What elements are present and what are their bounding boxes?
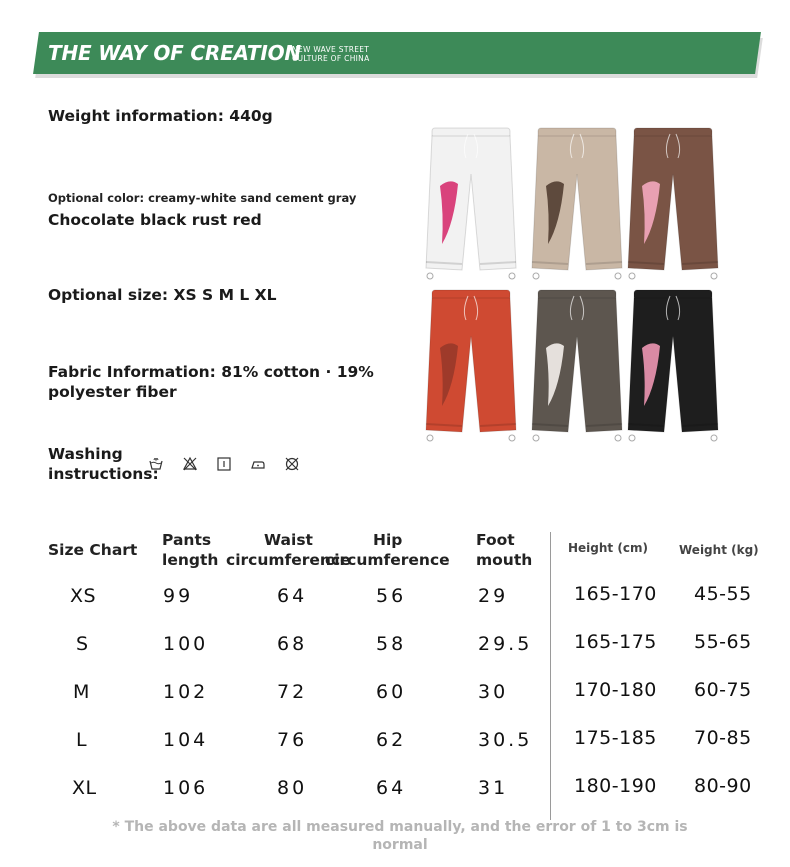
weight-cell: 45-55 — [694, 583, 752, 605]
pants-length-cell: 99 — [163, 585, 194, 607]
waist-cell: 64 — [277, 585, 308, 607]
banner-title: THE WAY OF CREATION — [48, 41, 301, 65]
height-header: Height (cm) — [568, 541, 648, 555]
fabric-info-line1: Fabric Information: 81% cotton · 19% — [48, 363, 374, 381]
table-divider — [550, 532, 551, 820]
weight-header: Weight (kg) — [679, 543, 759, 557]
weight-cell: 60-75 — [694, 679, 752, 701]
waist-cell: 76 — [277, 729, 308, 751]
height-cell: 180-190 — [574, 775, 657, 797]
product-image-pants — [524, 288, 630, 448]
waist-cell: 80 — [277, 777, 308, 799]
size-cell: XS — [70, 585, 97, 607]
foot-mouth-header-line2: mouth — [476, 551, 533, 569]
size-cell: S — [76, 633, 89, 655]
product-image-pants — [418, 126, 524, 286]
pants-length-cell: 102 — [163, 681, 209, 703]
foot-mouth-cell: 29 — [478, 585, 509, 607]
size-info: Optional size: XS S M L XL — [48, 286, 277, 304]
product-image-pants — [418, 288, 524, 448]
pants-length-cell: 106 — [163, 777, 209, 799]
hip-cell: 64 — [376, 777, 407, 799]
hip-header-line1: Hip — [373, 531, 403, 549]
fabric-info-line2: polyester fiber — [48, 383, 177, 401]
height-cell: 175-185 — [574, 727, 657, 749]
washing-icons — [148, 456, 300, 472]
iron-low-icon — [250, 456, 266, 472]
waist-cell: 72 — [277, 681, 308, 703]
waist-cell: 68 — [277, 633, 308, 655]
foot-mouth-cell: 31 — [478, 777, 509, 799]
no-dry-clean-icon — [284, 456, 300, 472]
hip-header-line2: circumference — [325, 551, 450, 569]
size-chart-header: Size Chart — [48, 541, 138, 559]
pants-length-cell: 100 — [163, 633, 209, 655]
product-image-pants — [620, 288, 726, 448]
color-info-line2: Chocolate black rust red — [48, 211, 262, 229]
weight-info: Weight information: 440g — [48, 107, 273, 125]
hip-cell: 56 — [376, 585, 407, 607]
footnote: * The above data are all measured manually, and the error of 1 to 3cm is normal — [112, 819, 688, 853]
hand-wash-icon — [148, 456, 164, 472]
hip-cell: 60 — [376, 681, 407, 703]
washing-label-line1: Washing — [48, 445, 123, 463]
pants-length-header-line1: Pants — [162, 531, 212, 549]
tumble-dry-icon — [216, 456, 232, 472]
color-info-line1: Optional color: creamy-white sand cement gray — [48, 191, 357, 205]
banner-subtitle-line1: NEW WAVE STREET — [292, 45, 370, 54]
height-cell: 165-175 — [574, 631, 657, 653]
height-cell: 170-180 — [574, 679, 657, 701]
foot-mouth-cell: 30.5 — [478, 729, 533, 751]
foot-mouth-cell: 30 — [478, 681, 509, 703]
banner-subtitle — [292, 45, 370, 63]
foot-mouth-cell: 29.5 — [478, 633, 533, 655]
banner-subtitle-line2: CULTURE OF CHINA — [292, 54, 370, 63]
foot-mouth-header-line1: Foot — [476, 531, 515, 549]
size-cell: M — [73, 681, 90, 703]
waist-header-line2: circumference — [226, 551, 351, 569]
size-cell: XL — [72, 777, 97, 799]
weight-cell: 80-90 — [694, 775, 752, 797]
size-cell: L — [76, 729, 88, 751]
product-image-pants — [620, 126, 726, 286]
product-image-pants — [524, 126, 630, 286]
pants-length-cell: 104 — [163, 729, 209, 751]
waist-header-line1: Waist — [264, 531, 313, 549]
hip-cell: 62 — [376, 729, 407, 751]
height-cell: 165-170 — [574, 583, 657, 605]
hip-cell: 58 — [376, 633, 407, 655]
washing-label-line2: instructions: — [48, 465, 159, 483]
pants-length-header-line2: length — [162, 551, 219, 569]
weight-cell: 55-65 — [694, 631, 752, 653]
weight-cell: 70-85 — [694, 727, 752, 749]
no-bleach-icon — [182, 456, 198, 472]
